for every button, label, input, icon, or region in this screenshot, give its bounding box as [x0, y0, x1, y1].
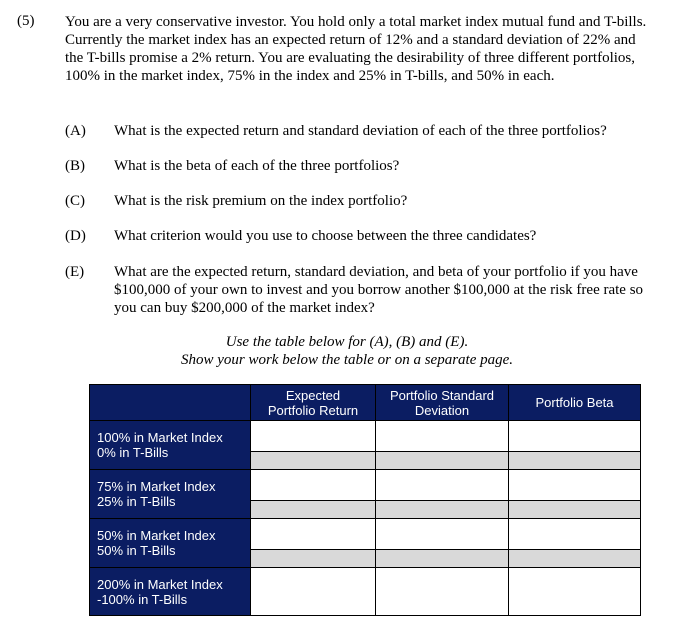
- answer-cell-beta[interactable]: [509, 470, 641, 501]
- answer-cell-std-deviation[interactable]: [376, 568, 509, 616]
- part-text: What criterion would you use to choose between the three candidates?: [114, 228, 537, 244]
- separator-cell: [251, 452, 376, 470]
- table-row: [90, 470, 641, 501]
- row-label: 100% in Market Index 0% in T-Bills: [90, 421, 251, 470]
- row-label: 75% in Market Index 25% in T-Bills: [90, 470, 251, 519]
- part-text: What are the expected return, standard deviation, and beta of your portfolio if you have $100,000 of your own to invest and you borrow another $100,000 at the risk free rate so you can buy $200,000 of the market index?: [114, 264, 644, 316]
- table-header-row: [90, 385, 641, 421]
- separator-cell: [376, 501, 509, 519]
- part-text: What is the risk premium on the index portfolio?: [114, 193, 408, 209]
- question-number: (5): [17, 13, 35, 29]
- instruction-line-2: Show your work below the table or on a separate page.: [180, 352, 514, 368]
- answer-cell-std-deviation[interactable]: [376, 421, 509, 452]
- answer-cell-beta[interactable]: [509, 519, 641, 550]
- answer-cell-std-deviation[interactable]: [376, 519, 509, 550]
- part-label: (B): [65, 158, 85, 174]
- header-beta: Portfolio Beta: [509, 385, 641, 421]
- row-label: 50% in Market Index 50% in T-Bills: [90, 519, 251, 568]
- part-text: What is the beta of each of the three portfolios?: [114, 158, 400, 174]
- question-intro: You are a very conservative investor. You hold only a total market index mutual fund and T-bills. Currently the market index has an expected return of 12% and a standard deviation of 22% and the T-bills promise a 2% return. You are evaluating the desirability of three different portfolios, 100% in the market index, 75% in the index and 25% in T-bills, and 50% in each.: [65, 14, 647, 84]
- part-label: (A): [65, 123, 86, 139]
- header-std-deviation: Portfolio Standard Deviation: [376, 385, 509, 421]
- table-row: [90, 568, 641, 616]
- answer-cell-expected-return[interactable]: [251, 421, 376, 452]
- answer-cell-beta[interactable]: [509, 421, 641, 452]
- separator-cell: [251, 550, 376, 568]
- header-expected-return: Expected Portfolio Return: [251, 385, 376, 421]
- answer-table: [89, 384, 641, 616]
- part-text: What is the expected return and standard deviation of each of the three portfolios?: [114, 123, 607, 139]
- part-label: (E): [65, 264, 85, 280]
- separator-cell: [251, 501, 376, 519]
- part-label: (D): [65, 228, 86, 244]
- header-corner: [90, 385, 251, 421]
- table-row: [90, 519, 641, 550]
- answer-cell-expected-return[interactable]: [251, 519, 376, 550]
- answer-cell-beta[interactable]: [509, 568, 641, 616]
- part-label: (C): [65, 193, 85, 209]
- separator-cell: [376, 452, 509, 470]
- answer-cell-expected-return[interactable]: [251, 470, 376, 501]
- separator-cell: [509, 550, 641, 568]
- instruction-line-1: Use the table below for (A), (B) and (E).: [225, 334, 469, 350]
- separator-cell: [509, 452, 641, 470]
- table-row: [90, 421, 641, 452]
- answer-cell-std-deviation[interactable]: [376, 470, 509, 501]
- separator-cell: [509, 501, 641, 519]
- row-label: 200% in Market Index -100% in T-Bills: [90, 568, 251, 616]
- separator-cell: [376, 550, 509, 568]
- answer-cell-expected-return[interactable]: [251, 568, 376, 616]
